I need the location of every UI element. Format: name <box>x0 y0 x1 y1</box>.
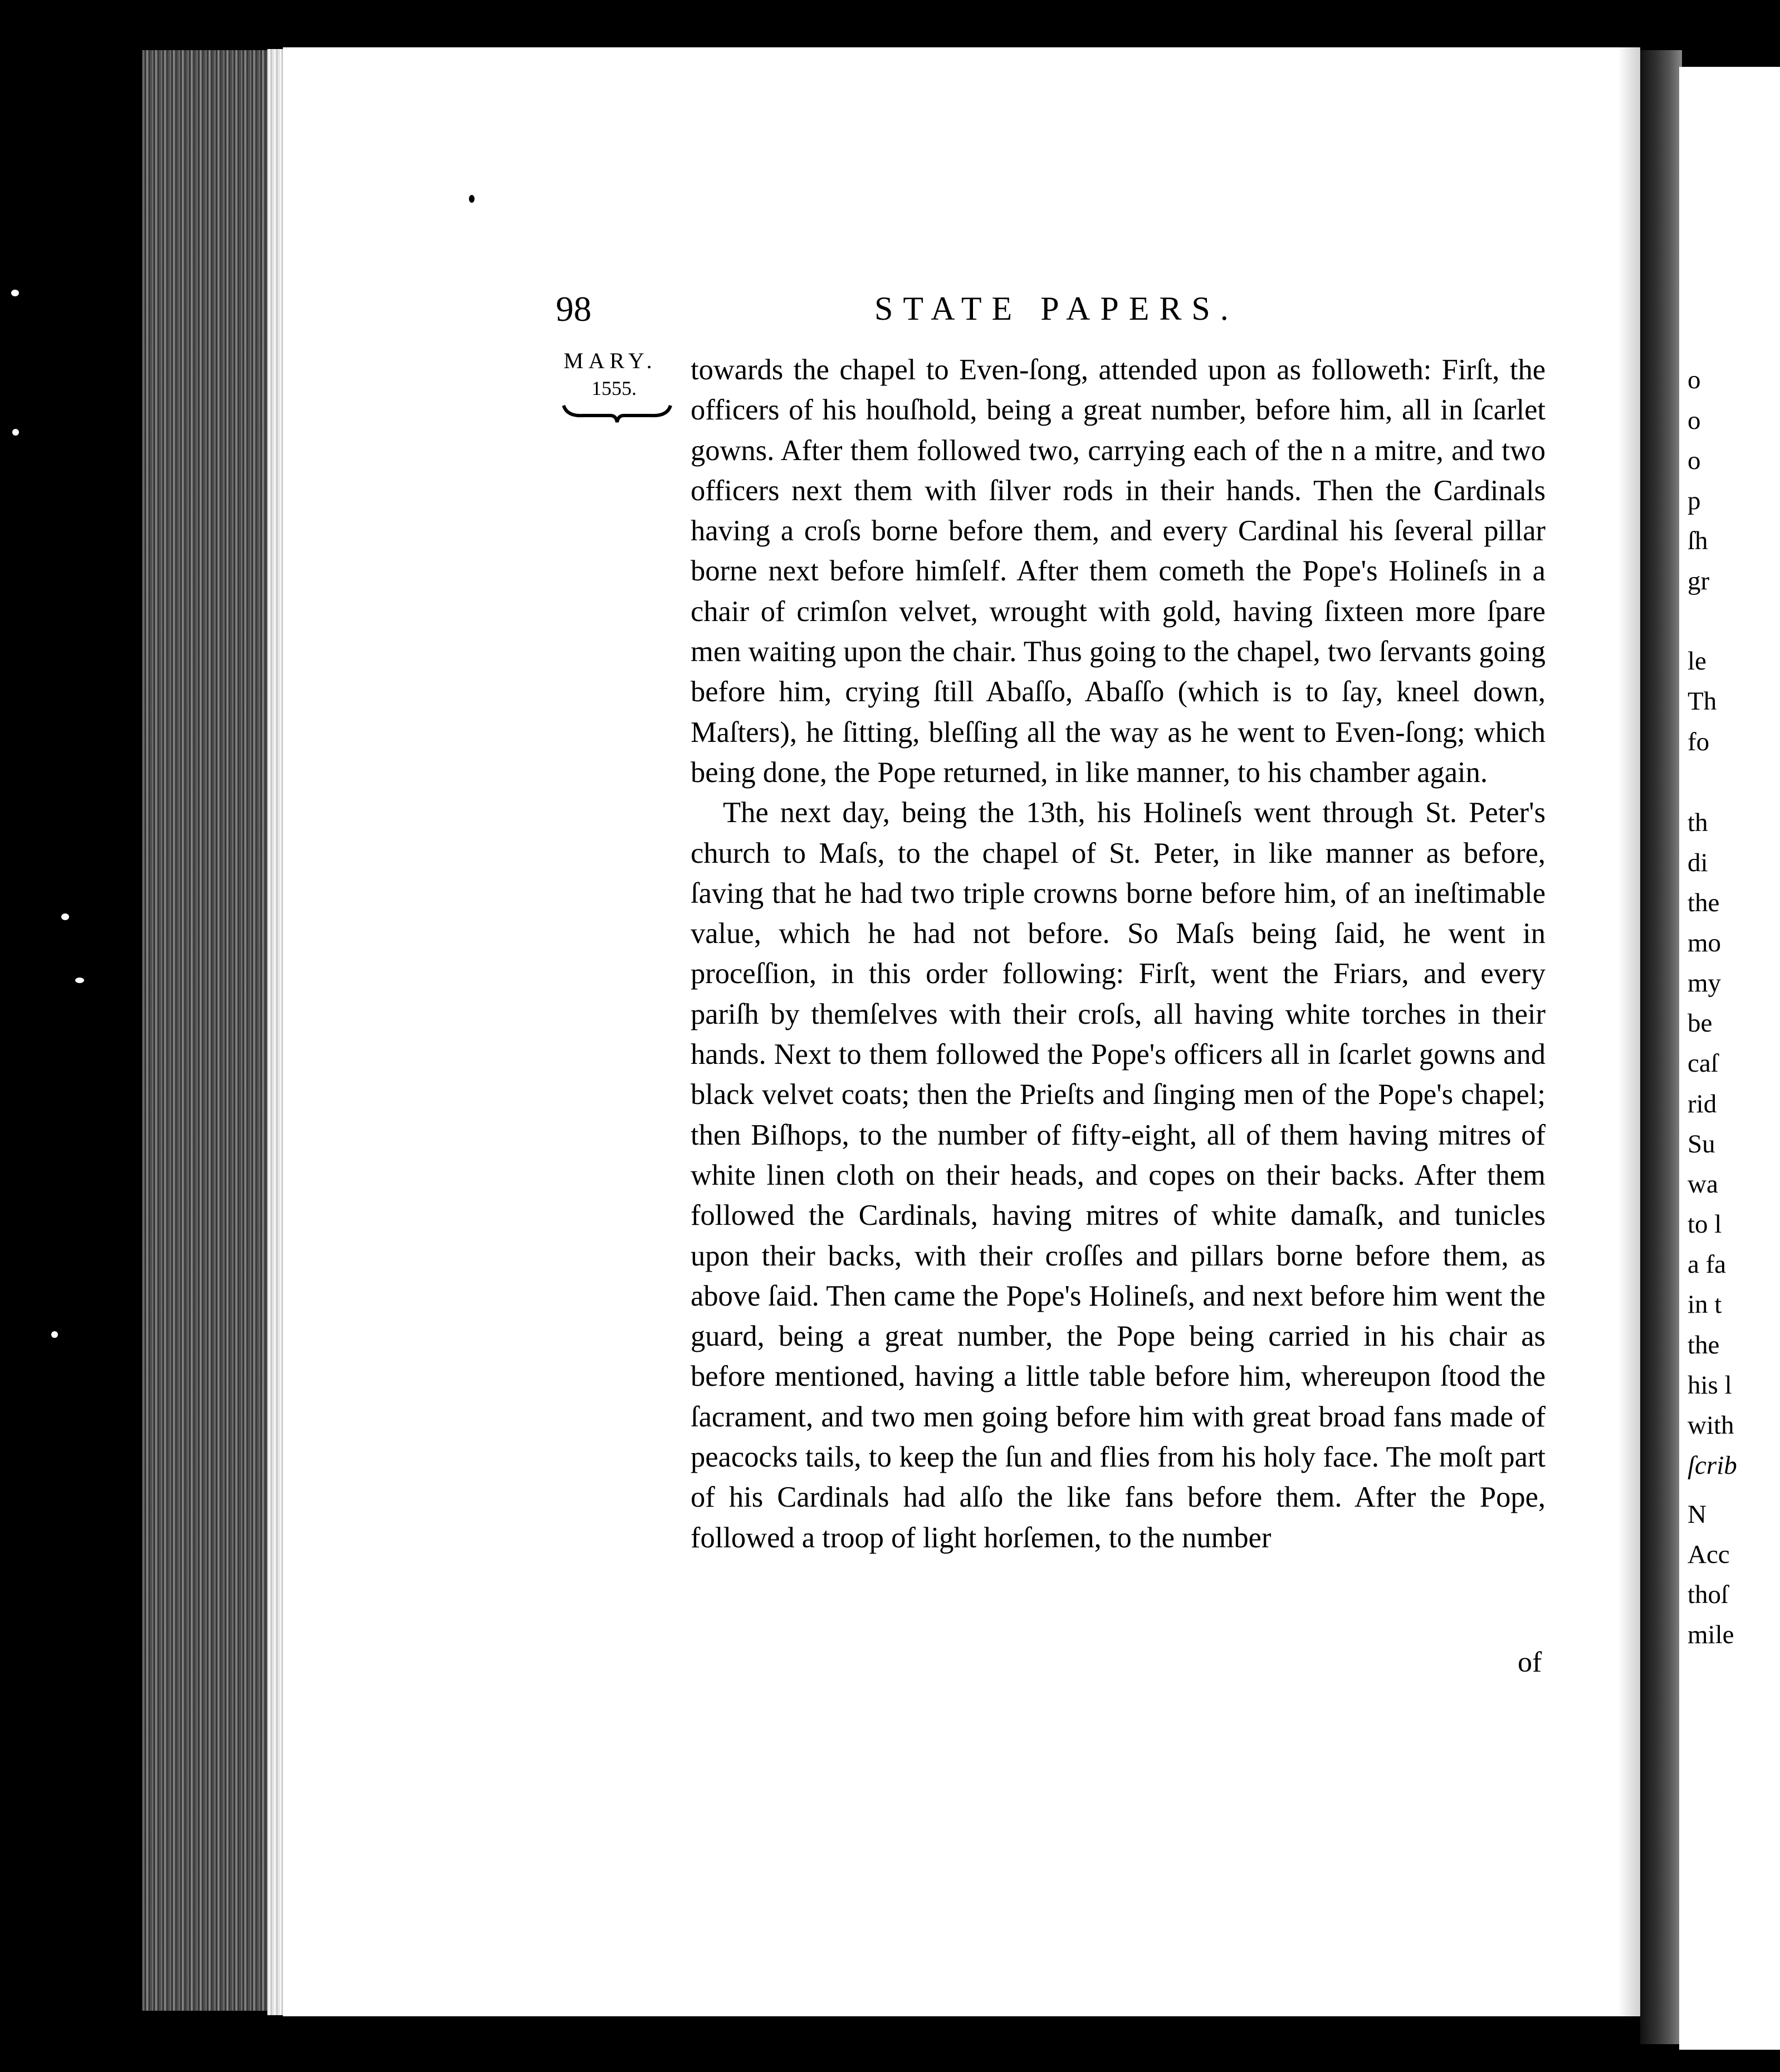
next-page-fragment: N <box>1688 1500 1706 1529</box>
film-speck <box>61 913 69 920</box>
next-page-fragment: wa <box>1688 1170 1718 1199</box>
next-page-fragment: th <box>1688 808 1708 837</box>
next-page-fragment: the <box>1688 888 1720 917</box>
next-page-fragment: in t <box>1688 1290 1722 1319</box>
next-page-fragment: Su <box>1688 1130 1715 1159</box>
film-speck <box>12 429 19 436</box>
page-number: 98 <box>556 289 591 329</box>
next-page-fragment: o <box>1688 446 1701 475</box>
next-page-fragment: caſ <box>1688 1049 1718 1078</box>
next-page-fragment: p <box>1688 486 1701 515</box>
book-page-stack <box>142 50 287 2011</box>
next-page-fragment: le <box>1688 647 1706 676</box>
next-page-fragment: Acc <box>1688 1540 1730 1569</box>
margin-note-year: 1555. <box>591 377 637 399</box>
paragraph-2: The next day, being the 13th, his Holineſs went through St. Peter's church to Maſs, to the chapel of St. Peter, in like manner as before, ſaving that he had two triple crowns borne before him, of an ineſtimable value, which he had not before. So Maſs being ſaid, he went in proceſſion, in this order following: Firſt, went the Friars, and every pariſh by themſelves with their croſs, all having white torches in their hands. Next to them followed the Pope's officers all in ſcarlet gowns and black velvet coats; then the Prieſts and ſinging men of the Pope's chapel; then Biſhops, to the number of fifty-eight, all of them having mitres of white linen cloth on their heads, and copes on their backs. After them followed the Cardinals, having mitres of white damaſk, and tunicles upon their backs, with their croſſes and pillars borne before them, as above ſaid. Then came the Pope's Holineſs, and next before him went the guard, being a great number, the Pope being carried in his chair as before mentioned, having a little table before him, whereupon ſtood the ſacrament, and two men going before him with great broad fans made of peacocks tails, to keep the ſun and flies from his holy face. The moſt part of his Cardinals had alſo the like fans before them. After the Pope, followed a troop of light horſemen, to the number <box>691 796 1546 1554</box>
catchword: of <box>1518 1646 1542 1678</box>
next-page-fragment: a fa <box>1688 1250 1727 1279</box>
next-page-fragment: o <box>1688 406 1701 435</box>
next-page-fragment: ſcrib <box>1688 1451 1737 1480</box>
next-page-fragment: thoſ <box>1688 1580 1729 1609</box>
margin-brace <box>561 402 673 424</box>
running-head: STATE PAPERS. <box>874 290 1239 327</box>
film-speck <box>75 978 84 983</box>
next-page-fragment: my <box>1688 969 1722 998</box>
book-gutter <box>1640 50 1682 2044</box>
next-page-fragment: fo <box>1688 727 1710 756</box>
paragraph-1: towards the chapel to Even-ſong, attended upon as followeth: Firſt, the officers of his houſhold, being a great number, before him, all in ſcarlet gowns. After them followed two, carrying each of the n a mitre, and two officers next them with ſilver rods in their hands. Then the Cardinals having a croſs borne before them, and every Cardinal his ſeveral pillar borne next before himſelf. After them cometh the Pope's Holineſs in a chair of crimſon velvet, wrought with gold, having ſixteen more ſpare men waiting upon the chair. Thus going to the chapel, two ſervants going before him, crying ſtill Abaſſo, Abaſſo (which is to ſay, kneel down, Maſters), he ſitting, bleſſing all the way as he went to Even-ſong; which being done, the Pope returned, in like manner, to his chamber again. <box>691 354 1546 789</box>
next-page-fragment: be <box>1688 1009 1713 1038</box>
next-page-fragment: gr <box>1688 566 1710 595</box>
next-page-fragment: to l <box>1688 1210 1722 1239</box>
next-page-fragment: the <box>1688 1331 1720 1360</box>
body-text <box>691 350 1546 1558</box>
next-page-fragment: mile <box>1688 1620 1734 1649</box>
ink-speck <box>469 195 475 203</box>
next-page-fragment: Th <box>1688 687 1717 716</box>
next-page-fragment: ſh <box>1688 526 1708 555</box>
next-page-fragment: with <box>1688 1411 1734 1440</box>
next-page-fragment: di <box>1688 848 1708 877</box>
next-page-fragment: o <box>1688 365 1701 394</box>
margin-note-reign: MARY. <box>564 348 657 373</box>
next-page-fragment: mo <box>1688 929 1722 957</box>
film-speck <box>11 290 19 296</box>
film-speck <box>51 1331 58 1338</box>
page-edge-shadow <box>1618 47 1640 2016</box>
next-page-fragment: his l <box>1688 1371 1732 1400</box>
next-page-fragment: rid <box>1688 1089 1717 1118</box>
